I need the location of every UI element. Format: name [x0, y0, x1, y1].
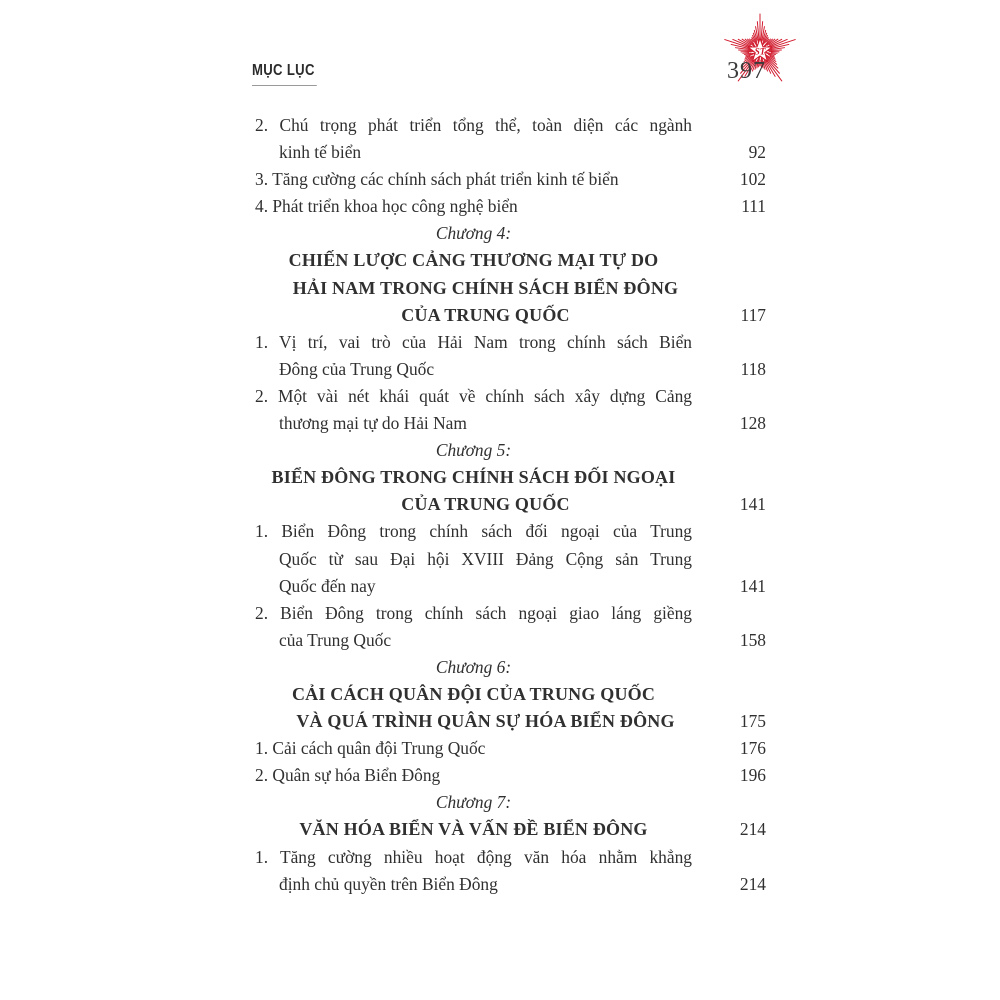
- toc-entry-text: [255, 762, 692, 789]
- toc-page-number: 102: [739, 169, 766, 190]
- toc-page-number: 141: [739, 494, 766, 515]
- toc-line: Đông của Trung Quốc: [279, 358, 435, 379]
- toc-line: Chương 6:: [435, 656, 512, 677]
- toc-line: CỦA TRUNG QUỐC: [401, 494, 570, 515]
- page-header-title: MỤC LỤC: [252, 62, 316, 86]
- toc-entry: [255, 735, 766, 762]
- toc-entry-text: [255, 383, 692, 437]
- toc-page-number: 128: [739, 413, 766, 434]
- toc-line: BIỂN ĐÔNG TRONG CHÍNH SÁCH ĐỐI NGOẠI: [271, 467, 676, 488]
- toc-entry-text: [255, 220, 692, 247]
- toc-line: của Trung Quốc: [279, 629, 392, 650]
- toc-line: định chủ quyền trên Biển Đông: [279, 873, 498, 894]
- toc-page-number: 196: [739, 765, 766, 786]
- toc-page-number: 92: [748, 142, 766, 163]
- toc-line: 2. Biển Đông trong chính sách ngoại giao láng giềng: [255, 602, 692, 623]
- toc-line: CẢI CÁCH QUÂN ĐỘI CỦA TRUNG QUỐC: [291, 683, 656, 704]
- toc-entry: [255, 166, 766, 193]
- toc-line: VÀ QUÁ TRÌNH QUÂN SỰ HÓA BIỂN ĐÔNG: [296, 711, 675, 732]
- toc-page-number: 175: [739, 711, 766, 732]
- toc-entry: [255, 329, 766, 383]
- toc-chapter-title: [255, 681, 766, 735]
- toc-page-number: 117: [740, 304, 766, 325]
- toc-line: 1. Cải cách quân đội Trung Quốc: [255, 738, 486, 759]
- toc-line: 4. Phát triển khoa học công nghệ biển: [255, 196, 518, 217]
- toc-entry-text: [255, 789, 692, 816]
- toc-entry-text: [255, 654, 692, 681]
- toc-line: 2. Quân sự hóa Biển Đông: [255, 765, 441, 786]
- toc-line: Chương 5:: [435, 440, 512, 461]
- toc-entry-text: [255, 437, 692, 464]
- toc-page-number: 141: [739, 575, 766, 596]
- toc-entry: [255, 193, 766, 220]
- toc-line: 2. Chú trọng phát triển tổng thể, toàn diện các ngành: [255, 115, 692, 135]
- toc-line: kinh tế biển: [279, 142, 362, 163]
- toc-line: Quốc từ sau Đại hội XVIII Đảng Cộng sản Trung: [279, 548, 692, 569]
- toc-entry-text: [255, 193, 692, 220]
- toc-line: Quốc đến nay: [279, 575, 376, 596]
- toc-line: 1. Vị trí, vai trò của Hải Nam trong chính sách Biển: [255, 331, 692, 352]
- toc-chapter-label: [255, 220, 766, 247]
- toc-chapter-title: [255, 247, 766, 328]
- toc-entry-text: [255, 600, 692, 654]
- toc-entry-text: [255, 112, 692, 166]
- toc-chapter-label: [255, 437, 766, 464]
- toc-chapter-label: [255, 789, 766, 816]
- toc-entry: [255, 600, 766, 654]
- toc-page-number: 214: [739, 819, 766, 840]
- toc-line: 2. Một vài nét khái quát về chính sách xây dựng Cảng: [255, 385, 692, 406]
- toc-line: VĂN HÓA BIỂN VÀ VẤN ĐỀ BIỂN ĐÔNG: [299, 819, 648, 840]
- toc-entry-text: [255, 816, 692, 843]
- toc-chapter-label: [255, 654, 766, 681]
- toc-entry-text: [255, 844, 692, 898]
- toc-entry-text: [255, 518, 692, 599]
- toc-line: CỦA TRUNG QUỐC: [401, 304, 570, 325]
- toc-page-number: 118: [740, 358, 766, 379]
- toc-page-number: 176: [739, 738, 766, 759]
- toc-line: 1. Tăng cường nhiều hoạt động văn hóa nhằm khẳng: [255, 846, 692, 867]
- toc-line: 3. Tăng cường các chính sách phát triển kinh tế biển: [255, 169, 619, 190]
- toc-line: CHIẾN LƯỢC CẢNG THƯƠNG MẠI TỰ DO: [288, 250, 659, 271]
- toc-entry: [255, 383, 766, 437]
- toc-entry-text: [255, 247, 692, 328]
- toc-line: thương mại tự do Hải Nam: [279, 413, 467, 434]
- toc-page-number: 111: [741, 196, 766, 217]
- toc-entry: [255, 112, 766, 166]
- toc-entry: [255, 762, 766, 789]
- logo-monogram: ST: [754, 47, 766, 58]
- toc-page-number: 214: [739, 873, 766, 894]
- toc-entry-text: [255, 464, 692, 518]
- toc-entry-text: [255, 735, 692, 762]
- table-of-contents: [255, 112, 766, 898]
- toc-entry-text: [255, 329, 692, 383]
- toc-chapter-title: [255, 464, 766, 518]
- toc-chapter-title: [255, 816, 766, 843]
- toc-page-number: 158: [739, 629, 766, 650]
- page-number: 397: [727, 58, 766, 84]
- toc-entry-text: [255, 166, 692, 193]
- toc-line: Chương 4:: [435, 223, 512, 244]
- toc-entry: [255, 518, 766, 599]
- toc-line: HẢI NAM TRONG CHÍNH SÁCH BIỂN ĐÔNG: [292, 277, 679, 298]
- toc-line: 1. Biển Đông trong chính sách đối ngoại của Trung: [255, 521, 692, 542]
- toc-entry-text: [255, 681, 692, 735]
- toc-entry: [255, 844, 766, 898]
- toc-line: Chương 7:: [435, 792, 512, 813]
